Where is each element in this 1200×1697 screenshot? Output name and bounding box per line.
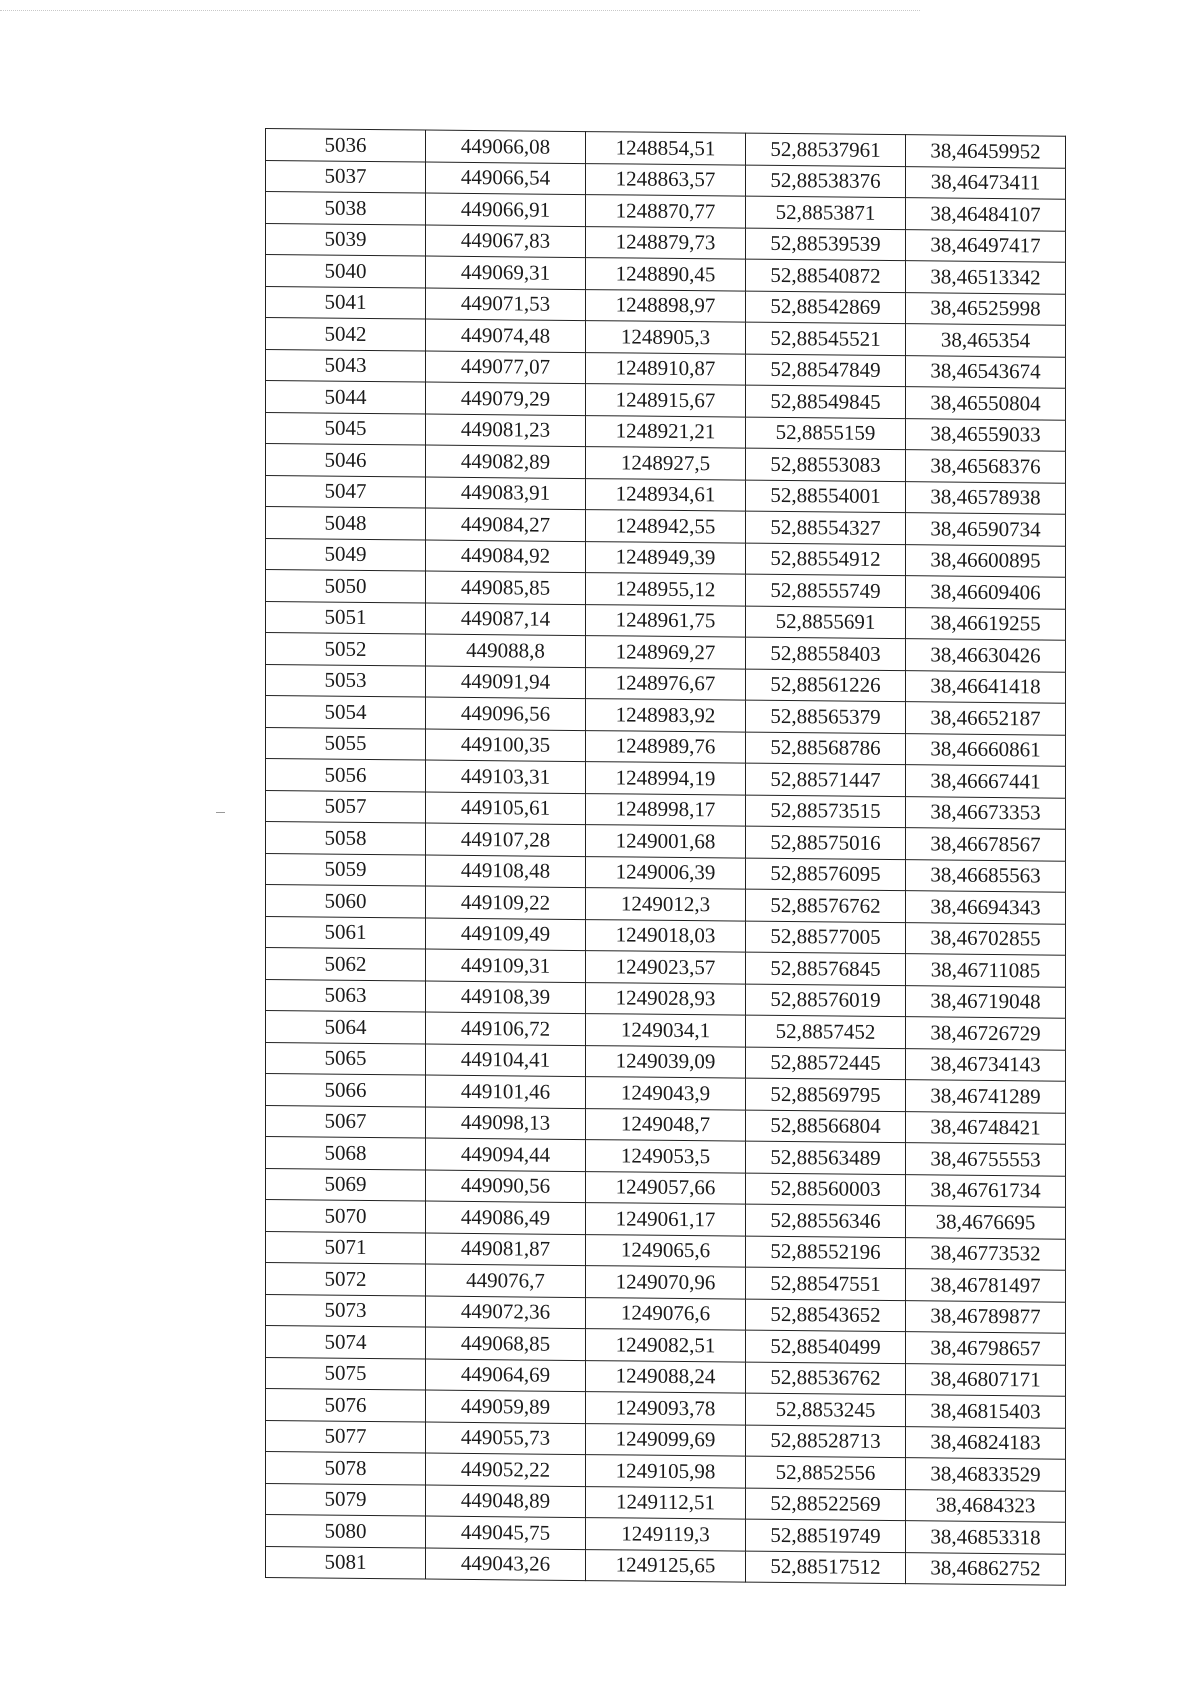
latitude-cell: 52,88576095 — [746, 858, 906, 891]
x-coordinate-cell: 449107,28 — [426, 823, 586, 856]
x-coordinate-cell: 449096,56 — [426, 697, 586, 730]
y-coordinate-cell: 1248969,27 — [586, 636, 746, 669]
x-coordinate-cell: 449071,53 — [426, 288, 586, 321]
y-coordinate-cell: 1248890,45 — [586, 258, 746, 291]
x-coordinate-cell: 449094,44 — [426, 1138, 586, 1171]
point-number-cell: 5057 — [266, 790, 426, 823]
x-coordinate-cell: 449109,31 — [426, 949, 586, 982]
y-coordinate-cell: 1249018,03 — [586, 919, 746, 952]
latitude-cell: 52,88517512 — [746, 1551, 906, 1584]
point-number-cell: 5067 — [266, 1105, 426, 1138]
y-coordinate-cell: 1248915,67 — [586, 384, 746, 417]
latitude-cell: 52,88576845 — [746, 952, 906, 985]
x-coordinate-cell: 449066,54 — [426, 162, 586, 195]
longitude-cell: 38,46630426 — [906, 639, 1066, 672]
longitude-cell: 38,46711085 — [906, 954, 1066, 987]
longitude-cell: 38,46619255 — [906, 607, 1066, 640]
x-coordinate-cell: 449091,94 — [426, 666, 586, 699]
latitude-cell: 52,88547551 — [746, 1267, 906, 1300]
point-number-cell: 5055 — [266, 727, 426, 760]
x-coordinate-cell: 449109,22 — [426, 886, 586, 919]
document-page — [265, 128, 1066, 1586]
longitude-cell: 38,46578938 — [906, 481, 1066, 514]
latitude-cell: 52,88553083 — [746, 448, 906, 481]
latitude-cell: 52,88536762 — [746, 1362, 906, 1395]
latitude-cell: 52,88556346 — [746, 1204, 906, 1237]
point-number-cell: 5056 — [266, 759, 426, 792]
y-coordinate-cell: 1248863,57 — [586, 163, 746, 196]
x-coordinate-cell: 449055,73 — [426, 1422, 586, 1455]
y-coordinate-cell: 1249001,68 — [586, 825, 746, 858]
latitude-cell: 52,8853245 — [746, 1393, 906, 1426]
latitude-cell: 52,88576762 — [746, 889, 906, 922]
point-number-cell: 5078 — [266, 1452, 426, 1485]
point-number-cell: 5049 — [266, 538, 426, 571]
latitude-cell: 52,88569795 — [746, 1078, 906, 1111]
x-coordinate-cell: 449108,48 — [426, 855, 586, 888]
x-coordinate-cell: 449085,85 — [426, 571, 586, 604]
x-coordinate-cell: 449101,46 — [426, 1075, 586, 1108]
x-coordinate-cell: 449109,49 — [426, 918, 586, 951]
longitude-cell: 38,46789877 — [906, 1300, 1066, 1333]
coordinates-table-body — [266, 129, 1066, 1586]
longitude-cell: 38,46798657 — [906, 1332, 1066, 1365]
longitude-cell: 38,46694343 — [906, 891, 1066, 924]
longitude-cell: 38,46734143 — [906, 1048, 1066, 1081]
y-coordinate-cell: 1249099,69 — [586, 1423, 746, 1456]
point-number-cell: 5040 — [266, 255, 426, 288]
x-coordinate-cell: 449088,8 — [426, 634, 586, 667]
x-coordinate-cell: 449064,69 — [426, 1359, 586, 1392]
y-coordinate-cell: 1249034,1 — [586, 1014, 746, 1047]
longitude-cell: 38,4684323 — [906, 1489, 1066, 1522]
point-number-cell: 5038 — [266, 192, 426, 225]
x-coordinate-cell: 449067,83 — [426, 225, 586, 258]
x-coordinate-cell: 449081,87 — [426, 1233, 586, 1266]
latitude-cell: 52,88555749 — [746, 574, 906, 607]
latitude-cell: 52,88563489 — [746, 1141, 906, 1174]
point-number-cell: 5074 — [266, 1326, 426, 1359]
point-number-cell: 5051 — [266, 601, 426, 634]
point-number-cell: 5054 — [266, 696, 426, 729]
y-coordinate-cell: 1249093,78 — [586, 1392, 746, 1425]
y-coordinate-cell: 1249119,3 — [586, 1518, 746, 1551]
y-coordinate-cell: 1248910,87 — [586, 352, 746, 385]
x-coordinate-cell: 449066,91 — [426, 193, 586, 226]
x-coordinate-cell: 449100,35 — [426, 729, 586, 762]
point-number-cell: 5081 — [266, 1546, 426, 1579]
longitude-cell: 38,46497417 — [906, 229, 1066, 262]
longitude-cell: 38,46807171 — [906, 1363, 1066, 1396]
x-coordinate-cell: 449069,31 — [426, 256, 586, 289]
x-coordinate-cell: 449083,91 — [426, 477, 586, 510]
longitude-cell: 38,46667441 — [906, 765, 1066, 798]
point-number-cell: 5079 — [266, 1483, 426, 1516]
y-coordinate-cell: 1248961,75 — [586, 604, 746, 637]
x-coordinate-cell: 449072,36 — [426, 1296, 586, 1329]
x-coordinate-cell: 449052,22 — [426, 1453, 586, 1486]
latitude-cell: 52,88542869 — [746, 291, 906, 324]
y-coordinate-cell: 1249053,5 — [586, 1140, 746, 1173]
x-coordinate-cell: 449103,31 — [426, 760, 586, 793]
longitude-cell: 38,46678567 — [906, 828, 1066, 861]
latitude-cell: 52,88560003 — [746, 1173, 906, 1206]
longitude-cell: 38,46702855 — [906, 922, 1066, 955]
y-coordinate-cell: 1249039,09 — [586, 1045, 746, 1078]
y-coordinate-cell: 1248854,51 — [586, 132, 746, 165]
y-coordinate-cell: 1248955,12 — [586, 573, 746, 606]
latitude-cell: 52,88547849 — [746, 354, 906, 387]
longitude-cell: 38,465354 — [906, 324, 1066, 357]
latitude-cell: 52,88571447 — [746, 763, 906, 796]
point-number-cell: 5039 — [266, 223, 426, 256]
y-coordinate-cell: 1249082,51 — [586, 1329, 746, 1362]
point-number-cell: 5080 — [266, 1515, 426, 1548]
point-number-cell: 5064 — [266, 1011, 426, 1044]
longitude-cell: 38,4676695 — [906, 1206, 1066, 1239]
point-number-cell: 5069 — [266, 1168, 426, 1201]
latitude-cell: 52,88537961 — [746, 133, 906, 166]
longitude-cell: 38,46559033 — [906, 418, 1066, 451]
longitude-cell: 38,46748421 — [906, 1111, 1066, 1144]
y-coordinate-cell: 1249125,65 — [586, 1549, 746, 1582]
point-number-cell: 5061 — [266, 916, 426, 949]
longitude-cell: 38,46609406 — [906, 576, 1066, 609]
x-coordinate-cell: 449084,27 — [426, 508, 586, 541]
y-coordinate-cell: 1248994,19 — [586, 762, 746, 795]
longitude-cell: 38,46833529 — [906, 1458, 1066, 1491]
x-coordinate-cell: 449059,89 — [426, 1390, 586, 1423]
x-coordinate-cell: 449084,92 — [426, 540, 586, 573]
y-coordinate-cell: 1249076,6 — [586, 1297, 746, 1330]
latitude-cell: 52,88540499 — [746, 1330, 906, 1363]
x-coordinate-cell: 449074,48 — [426, 319, 586, 352]
y-coordinate-cell: 1249057,66 — [586, 1171, 746, 1204]
latitude-cell: 52,88565379 — [746, 700, 906, 733]
x-coordinate-cell: 449104,41 — [426, 1044, 586, 1077]
longitude-cell: 38,46726729 — [906, 1017, 1066, 1050]
latitude-cell: 52,88576019 — [746, 984, 906, 1017]
point-number-cell: 5059 — [266, 853, 426, 886]
x-coordinate-cell: 449087,14 — [426, 603, 586, 636]
x-coordinate-cell: 449106,72 — [426, 1012, 586, 1045]
point-number-cell: 5072 — [266, 1263, 426, 1296]
x-coordinate-cell: 449081,23 — [426, 414, 586, 447]
latitude-cell: 52,88554912 — [746, 543, 906, 576]
x-coordinate-cell: 449079,29 — [426, 382, 586, 415]
point-number-cell: 5048 — [266, 507, 426, 540]
y-coordinate-cell: 1248976,67 — [586, 667, 746, 700]
y-coordinate-cell: 1248927,5 — [586, 447, 746, 480]
point-number-cell: 5042 — [266, 318, 426, 351]
x-coordinate-cell: 449090,56 — [426, 1170, 586, 1203]
longitude-cell: 38,46660861 — [906, 733, 1066, 766]
longitude-cell: 38,46824183 — [906, 1426, 1066, 1459]
x-coordinate-cell: 449077,07 — [426, 351, 586, 384]
point-number-cell: 5068 — [266, 1137, 426, 1170]
y-coordinate-cell: 1249012,3 — [586, 888, 746, 921]
latitude-cell: 52,88561226 — [746, 669, 906, 702]
point-number-cell: 5050 — [266, 570, 426, 603]
point-number-cell: 5043 — [266, 349, 426, 382]
latitude-cell: 52,88538376 — [746, 165, 906, 198]
point-number-cell: 5062 — [266, 948, 426, 981]
y-coordinate-cell: 1249070,96 — [586, 1266, 746, 1299]
margin-mark — [216, 812, 225, 813]
point-number-cell: 5036 — [266, 129, 426, 162]
latitude-cell: 52,88522569 — [746, 1488, 906, 1521]
latitude-cell: 52,88558403 — [746, 637, 906, 670]
x-coordinate-cell: 449098,13 — [426, 1107, 586, 1140]
point-number-cell: 5045 — [266, 412, 426, 445]
x-coordinate-cell: 449068,85 — [426, 1327, 586, 1360]
latitude-cell: 52,88519749 — [746, 1519, 906, 1552]
longitude-cell: 38,46815403 — [906, 1395, 1066, 1428]
latitude-cell: 52,88554001 — [746, 480, 906, 513]
y-coordinate-cell: 1249065,6 — [586, 1234, 746, 1267]
y-coordinate-cell: 1249028,93 — [586, 982, 746, 1015]
longitude-cell: 38,46473411 — [906, 166, 1066, 199]
y-coordinate-cell: 1248879,73 — [586, 226, 746, 259]
longitude-cell: 38,46761734 — [906, 1174, 1066, 1207]
longitude-cell: 38,46641418 — [906, 670, 1066, 703]
x-coordinate-cell: 449086,49 — [426, 1201, 586, 1234]
point-number-cell: 5065 — [266, 1042, 426, 1075]
latitude-cell: 52,88540872 — [746, 259, 906, 292]
point-number-cell: 5060 — [266, 885, 426, 918]
point-number-cell: 5070 — [266, 1200, 426, 1233]
x-coordinate-cell: 449105,61 — [426, 792, 586, 825]
y-coordinate-cell: 1248870,77 — [586, 195, 746, 228]
longitude-cell: 38,46853318 — [906, 1521, 1066, 1554]
longitude-cell: 38,46673353 — [906, 796, 1066, 829]
latitude-cell: 52,88554327 — [746, 511, 906, 544]
y-coordinate-cell: 1248898,97 — [586, 289, 746, 322]
point-number-cell: 5073 — [266, 1294, 426, 1327]
y-coordinate-cell: 1249048,7 — [586, 1108, 746, 1141]
longitude-cell: 38,46525998 — [906, 292, 1066, 325]
point-number-cell: 5058 — [266, 822, 426, 855]
point-number-cell: 5037 — [266, 160, 426, 193]
y-coordinate-cell: 1249043,9 — [586, 1077, 746, 1110]
longitude-cell: 38,46862752 — [906, 1552, 1066, 1585]
point-number-cell: 5041 — [266, 286, 426, 319]
latitude-cell: 52,88552196 — [746, 1236, 906, 1269]
longitude-cell: 38,46685563 — [906, 859, 1066, 892]
y-coordinate-cell: 1249112,51 — [586, 1486, 746, 1519]
latitude-cell: 52,88575016 — [746, 826, 906, 859]
latitude-cell: 52,8857452 — [746, 1015, 906, 1048]
latitude-cell: 52,88528713 — [746, 1425, 906, 1458]
longitude-cell: 38,46484107 — [906, 198, 1066, 231]
latitude-cell: 52,8853871 — [746, 196, 906, 229]
x-coordinate-cell: 449108,39 — [426, 981, 586, 1014]
latitude-cell: 52,8852556 — [746, 1456, 906, 1489]
y-coordinate-cell: 1248949,39 — [586, 541, 746, 574]
longitude-cell: 38,46459952 — [906, 135, 1066, 168]
coordinates-table — [265, 128, 1066, 1586]
point-number-cell: 5075 — [266, 1357, 426, 1390]
latitude-cell: 52,88566804 — [746, 1110, 906, 1143]
y-coordinate-cell: 1248921,21 — [586, 415, 746, 448]
latitude-cell: 52,88568786 — [746, 732, 906, 765]
point-number-cell: 5077 — [266, 1420, 426, 1453]
latitude-cell: 52,88573515 — [746, 795, 906, 828]
y-coordinate-cell: 1249088,24 — [586, 1360, 746, 1393]
point-number-cell: 5066 — [266, 1074, 426, 1107]
point-number-cell: 5044 — [266, 381, 426, 414]
x-coordinate-cell: 449076,7 — [426, 1264, 586, 1297]
longitude-cell: 38,46513342 — [906, 261, 1066, 294]
latitude-cell: 52,88572445 — [746, 1047, 906, 1080]
table-row — [266, 1546, 1066, 1585]
y-coordinate-cell: 1248989,76 — [586, 730, 746, 763]
y-coordinate-cell: 1248942,55 — [586, 510, 746, 543]
x-coordinate-cell: 449045,75 — [426, 1516, 586, 1549]
longitude-cell: 38,46543674 — [906, 355, 1066, 388]
y-coordinate-cell: 1248905,3 — [586, 321, 746, 354]
point-number-cell: 5052 — [266, 633, 426, 666]
y-coordinate-cell: 1248934,61 — [586, 478, 746, 511]
point-number-cell: 5047 — [266, 475, 426, 508]
longitude-cell: 38,46719048 — [906, 985, 1066, 1018]
longitude-cell: 38,46741289 — [906, 1080, 1066, 1113]
y-coordinate-cell: 1249061,17 — [586, 1203, 746, 1236]
x-coordinate-cell: 449082,89 — [426, 445, 586, 478]
latitude-cell: 52,88549845 — [746, 385, 906, 418]
point-number-cell: 5076 — [266, 1389, 426, 1422]
y-coordinate-cell: 1248983,92 — [586, 699, 746, 732]
longitude-cell: 38,46773532 — [906, 1237, 1066, 1270]
longitude-cell: 38,46755553 — [906, 1143, 1066, 1176]
longitude-cell: 38,46600895 — [906, 544, 1066, 577]
x-coordinate-cell: 449048,89 — [426, 1485, 586, 1518]
latitude-cell: 52,88539539 — [746, 228, 906, 261]
latitude-cell: 52,88545521 — [746, 322, 906, 355]
y-coordinate-cell: 1249006,39 — [586, 856, 746, 889]
y-coordinate-cell: 1249023,57 — [586, 951, 746, 984]
longitude-cell: 38,46590734 — [906, 513, 1066, 546]
latitude-cell: 52,88577005 — [746, 921, 906, 954]
latitude-cell: 52,8855159 — [746, 417, 906, 450]
x-coordinate-cell: 449066,08 — [426, 130, 586, 163]
longitude-cell: 38,46568376 — [906, 450, 1066, 483]
longitude-cell: 38,46781497 — [906, 1269, 1066, 1302]
scan-edge-line — [0, 10, 920, 11]
point-number-cell: 5071 — [266, 1231, 426, 1264]
latitude-cell: 52,8855691 — [746, 606, 906, 639]
longitude-cell: 38,46550804 — [906, 387, 1066, 420]
x-coordinate-cell: 449043,26 — [426, 1548, 586, 1581]
latitude-cell: 52,88543652 — [746, 1299, 906, 1332]
point-number-cell: 5053 — [266, 664, 426, 697]
point-number-cell: 5063 — [266, 979, 426, 1012]
longitude-cell: 38,46652187 — [906, 702, 1066, 735]
y-coordinate-cell: 1249105,98 — [586, 1455, 746, 1488]
y-coordinate-cell: 1248998,17 — [586, 793, 746, 826]
point-number-cell: 5046 — [266, 444, 426, 477]
